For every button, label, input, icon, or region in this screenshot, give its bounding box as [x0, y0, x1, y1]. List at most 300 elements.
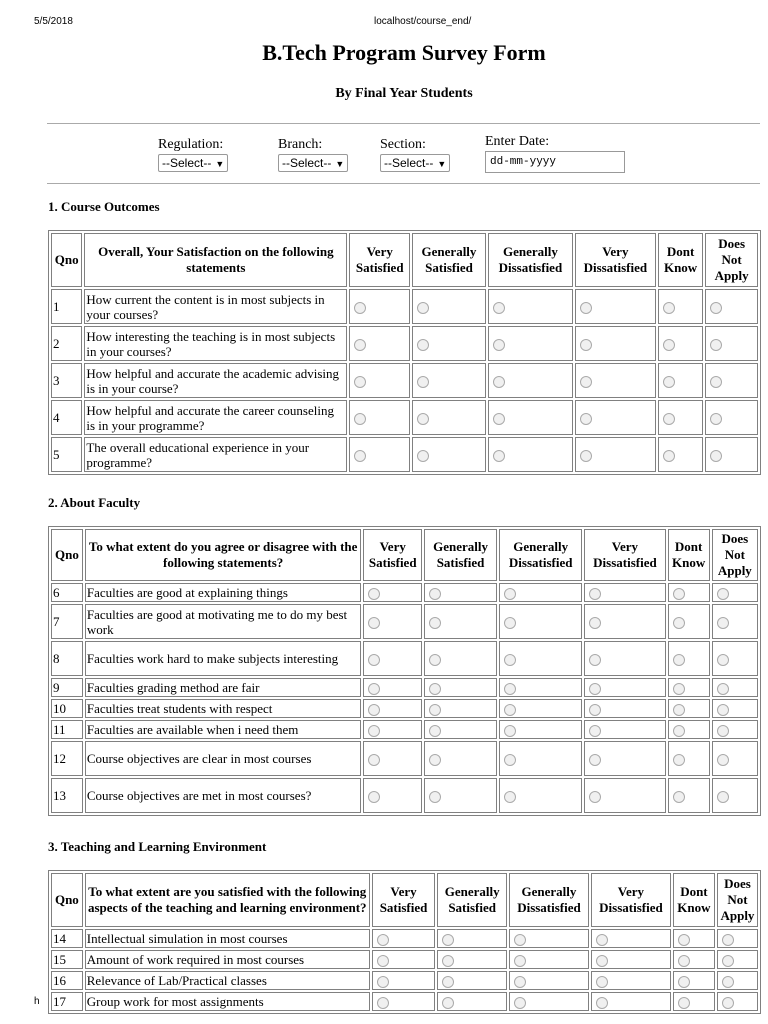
rating-cell	[412, 400, 486, 435]
rating-cell	[349, 400, 410, 435]
rating-radio[interactable]	[429, 754, 441, 766]
question-text: Faculties treat students with respect	[85, 699, 362, 718]
branch-select[interactable]	[278, 154, 348, 172]
rating-cell	[363, 641, 422, 676]
question-text: Faculties are good at explaining things	[85, 583, 362, 602]
rating-cell	[424, 678, 497, 697]
rating-radio[interactable]	[710, 450, 722, 462]
rating-cell	[424, 699, 497, 718]
rating-header: Generally Dissatisfied	[499, 529, 582, 581]
rating-cell	[349, 363, 410, 398]
rating-header: Very Dissatisfied	[575, 233, 656, 287]
rating-cell	[705, 326, 758, 361]
rating-radio[interactable]	[663, 413, 675, 425]
rating-header: Dont Know	[658, 233, 704, 287]
rating-cell	[705, 289, 758, 324]
rating-cell	[412, 326, 486, 361]
question-number: 12	[51, 741, 83, 776]
rating-radio[interactable]	[710, 339, 722, 351]
rating-radio[interactable]	[504, 654, 516, 666]
rating-header: Does Not Apply	[712, 529, 758, 581]
rating-radio[interactable]	[504, 588, 516, 600]
rating-cell	[668, 720, 710, 739]
question-number: 10	[51, 699, 83, 718]
rating-radio[interactable]	[580, 302, 592, 314]
rating-header: Does Not Apply	[717, 873, 758, 927]
rating-cell	[412, 289, 486, 324]
rating-radio[interactable]	[514, 934, 526, 946]
print-date: 5/5/2018	[34, 16, 73, 27]
rating-radio[interactable]	[673, 725, 685, 737]
rating-radio[interactable]	[722, 934, 734, 946]
question-text: How current the content is in most subjects in your courses?	[84, 289, 347, 324]
question-row	[51, 929, 758, 948]
question-text: Course objectives are clear in most courses	[85, 741, 362, 776]
rating-cell	[349, 437, 410, 472]
rating-radio[interactable]	[514, 976, 526, 988]
date-input[interactable]: dd-mm-yyyy	[485, 151, 625, 173]
rating-radio[interactable]	[493, 450, 505, 462]
rating-cell	[668, 678, 710, 697]
rating-radio[interactable]	[722, 955, 734, 967]
rating-radio[interactable]	[589, 617, 601, 629]
rating-cell	[712, 583, 758, 602]
question-text: Course objectives are met in most courses?	[85, 778, 362, 813]
question-row	[51, 363, 758, 398]
rating-cell	[668, 641, 710, 676]
rating-cell	[712, 678, 758, 697]
rating-radio[interactable]	[678, 955, 690, 967]
rating-cell	[673, 950, 715, 969]
rating-radio[interactable]	[493, 413, 505, 425]
rating-cell	[591, 992, 671, 1011]
rating-radio[interactable]	[673, 654, 685, 666]
rating-radio[interactable]	[417, 339, 429, 351]
rating-cell	[372, 950, 436, 969]
question-row	[51, 583, 758, 602]
rating-cell	[668, 778, 710, 813]
rating-cell	[363, 699, 422, 718]
rating-cell	[584, 583, 665, 602]
rating-radio[interactable]	[429, 588, 441, 600]
rating-radio[interactable]	[717, 704, 729, 716]
rating-cell	[584, 699, 665, 718]
section-select[interactable]	[380, 154, 450, 172]
rating-radio[interactable]	[717, 617, 729, 629]
rating-cell	[668, 583, 710, 602]
rating-cell	[488, 400, 573, 435]
rating-radio[interactable]	[504, 754, 516, 766]
rating-radio[interactable]	[673, 683, 685, 695]
question-row	[51, 971, 758, 990]
rating-cell	[424, 604, 497, 639]
question-number: 13	[51, 778, 83, 813]
rating-radio[interactable]	[368, 704, 380, 716]
rating-radio[interactable]	[429, 791, 441, 803]
rating-radio[interactable]	[493, 339, 505, 351]
rating-radio[interactable]	[417, 413, 429, 425]
rating-radio[interactable]	[589, 588, 601, 600]
rating-radio[interactable]	[717, 754, 729, 766]
rating-header: Generally Dissatisfied	[488, 233, 573, 287]
section-title: 2. About Faculty	[48, 495, 141, 510]
rating-radio[interactable]	[589, 754, 601, 766]
rating-cell	[584, 778, 665, 813]
rating-radio[interactable]	[673, 588, 685, 600]
rating-cell	[668, 741, 710, 776]
rating-radio[interactable]	[663, 302, 675, 314]
rating-cell	[509, 992, 589, 1011]
rating-radio[interactable]	[596, 955, 608, 967]
rating-header: Dont Know	[668, 529, 710, 581]
rating-cell	[658, 289, 704, 324]
rating-cell	[717, 929, 758, 948]
rating-radio[interactable]	[580, 450, 592, 462]
question-header: To what extent are you satisfied with the following aspects of the teaching and learning environment?	[85, 873, 370, 927]
rating-cell	[488, 326, 573, 361]
rating-cell	[658, 363, 704, 398]
question-number: 9	[51, 678, 83, 697]
rating-cell	[712, 641, 758, 676]
rating-cell	[363, 720, 422, 739]
question-text: How helpful and accurate the career counseling is in your programme?	[84, 400, 347, 435]
header-row	[51, 233, 758, 287]
rating-radio[interactable]	[354, 413, 366, 425]
rating-header: Generally Satisfied	[424, 529, 497, 581]
rating-radio[interactable]	[589, 683, 601, 695]
question-number: 2	[51, 326, 82, 361]
question-header: To what extent do you agree or disagree with the following statements?	[85, 529, 362, 581]
question-number: 1	[51, 289, 82, 324]
rating-radio[interactable]	[663, 376, 675, 388]
rating-radio[interactable]	[442, 955, 454, 967]
date-label: Enter Date:	[485, 134, 550, 149]
rating-cell	[349, 289, 410, 324]
rating-cell	[591, 929, 671, 948]
rating-cell	[717, 950, 758, 969]
question-number: 17	[51, 992, 83, 1011]
rating-radio[interactable]	[717, 791, 729, 803]
rating-radio[interactable]	[678, 976, 690, 988]
question-number: 7	[51, 604, 83, 639]
rating-radio[interactable]	[368, 683, 380, 695]
rating-radio[interactable]	[710, 302, 722, 314]
rating-cell	[658, 400, 704, 435]
rating-cell	[584, 604, 665, 639]
rating-cell	[584, 720, 665, 739]
rating-radio[interactable]	[580, 376, 592, 388]
section-title: 1. Course Outcomes	[48, 199, 160, 214]
rating-cell	[712, 699, 758, 718]
rating-radio[interactable]	[589, 704, 601, 716]
rating-radio[interactable]	[429, 725, 441, 737]
rating-radio[interactable]	[504, 791, 516, 803]
question-text: Faculties are available when i need them	[85, 720, 362, 739]
regulation-select-value: --Select--	[162, 156, 212, 170]
rating-cell	[363, 604, 422, 639]
rating-cell	[499, 778, 582, 813]
rating-radio[interactable]	[368, 588, 380, 600]
rating-radio[interactable]	[673, 754, 685, 766]
regulation-field	[158, 137, 228, 172]
rating-cell	[575, 289, 656, 324]
rating-cell	[499, 720, 582, 739]
footer-fragment: h	[34, 996, 40, 1007]
rating-header: Does Not Apply	[705, 233, 758, 287]
question-row	[51, 778, 758, 813]
rating-radio[interactable]	[710, 413, 722, 425]
rating-radio[interactable]	[514, 997, 526, 1009]
rating-radio[interactable]	[493, 376, 505, 388]
question-text: Amount of work required in most courses	[85, 950, 370, 969]
question-text: The overall educational experience in your programme?	[84, 437, 347, 472]
rating-cell	[488, 289, 573, 324]
rating-cell	[488, 363, 573, 398]
print-url: localhost/course_end/	[374, 16, 472, 27]
rating-radio[interactable]	[429, 617, 441, 629]
regulation-select[interactable]	[158, 154, 228, 172]
rating-cell	[717, 971, 758, 990]
chevron-down-icon: ▼	[215, 159, 225, 169]
rating-radio[interactable]	[368, 754, 380, 766]
rating-cell	[705, 400, 758, 435]
rating-radio[interactable]	[504, 725, 516, 737]
rating-radio[interactable]	[596, 976, 608, 988]
rating-cell	[673, 971, 715, 990]
question-text: Group work for most assignments	[85, 992, 370, 1011]
rating-radio[interactable]	[504, 683, 516, 695]
page-subtitle: By Final Year Students	[335, 86, 473, 101]
rating-cell	[499, 699, 582, 718]
rating-cell	[673, 929, 715, 948]
rating-cell	[575, 326, 656, 361]
rating-radio[interactable]	[710, 376, 722, 388]
rating-cell	[584, 641, 665, 676]
question-number: 6	[51, 583, 83, 602]
question-text: Faculties are good at motivating me to do my best work	[85, 604, 362, 639]
survey-table-about-faculty	[48, 526, 761, 816]
rating-radio[interactable]	[589, 654, 601, 666]
rating-radio[interactable]	[596, 997, 608, 1009]
rating-cell	[412, 363, 486, 398]
rating-radio[interactable]	[589, 725, 601, 737]
rating-radio[interactable]	[377, 955, 389, 967]
rating-cell	[412, 437, 486, 472]
rating-header: Very Satisfied	[372, 873, 436, 927]
survey-table-teaching-environment	[48, 870, 761, 1014]
regulation-label: Regulation:	[158, 137, 224, 152]
rating-radio[interactable]	[442, 976, 454, 988]
rating-cell	[372, 971, 436, 990]
survey-table-course-outcomes	[48, 230, 761, 475]
question-text: Relevance of Lab/Practical classes	[85, 971, 370, 990]
rating-radio[interactable]	[580, 413, 592, 425]
rating-cell	[668, 699, 710, 718]
rating-radio[interactable]	[673, 617, 685, 629]
question-row	[51, 326, 758, 361]
rating-cell	[705, 437, 758, 472]
section-label: Section:	[380, 137, 426, 152]
rating-radio[interactable]	[589, 791, 601, 803]
question-row	[51, 400, 758, 435]
rating-header: Very Dissatisfied	[591, 873, 671, 927]
section-field	[380, 137, 450, 172]
rating-cell	[717, 992, 758, 1011]
rating-radio[interactable]	[717, 654, 729, 666]
rating-cell	[591, 971, 671, 990]
rating-cell	[712, 604, 758, 639]
rating-cell	[349, 326, 410, 361]
section-select-value: --Select--	[384, 156, 434, 170]
rating-cell	[673, 992, 715, 1011]
rating-cell	[509, 929, 589, 948]
rating-radio[interactable]	[493, 302, 505, 314]
rating-radio[interactable]	[354, 450, 366, 462]
rating-radio[interactable]	[504, 617, 516, 629]
rating-cell	[437, 950, 507, 969]
rating-radio[interactable]	[678, 997, 690, 1009]
question-row	[51, 992, 758, 1011]
question-number: 15	[51, 950, 83, 969]
rating-cell	[437, 929, 507, 948]
rating-radio[interactable]	[442, 997, 454, 1009]
rating-cell	[372, 992, 436, 1011]
rating-radio[interactable]	[722, 976, 734, 988]
rating-cell	[424, 778, 497, 813]
rating-cell	[584, 741, 665, 776]
date-field	[485, 134, 625, 173]
rating-cell	[584, 678, 665, 697]
question-row	[51, 604, 758, 639]
rating-header: Generally Dissatisfied	[509, 873, 589, 927]
rating-radio[interactable]	[580, 339, 592, 351]
rating-radio[interactable]	[354, 339, 366, 351]
rating-cell	[575, 400, 656, 435]
question-number: 5	[51, 437, 82, 472]
qno-header: Qno	[51, 529, 83, 581]
rating-radio[interactable]	[354, 376, 366, 388]
rating-cell	[499, 678, 582, 697]
rating-radio[interactable]	[368, 654, 380, 666]
question-number: 11	[51, 720, 83, 739]
rating-header: Very Dissatisfied	[584, 529, 665, 581]
rating-cell	[424, 641, 497, 676]
rating-cell	[363, 741, 422, 776]
question-text: How helpful and accurate the academic advising is in your course?	[84, 363, 347, 398]
question-text: Faculties work hard to make subjects interesting	[85, 641, 362, 676]
branch-select-value: --Select--	[282, 156, 332, 170]
rating-cell	[712, 778, 758, 813]
rating-cell	[363, 778, 422, 813]
rating-radio[interactable]	[417, 302, 429, 314]
rating-radio[interactable]	[663, 339, 675, 351]
rating-radio[interactable]	[377, 934, 389, 946]
rating-header: Generally Satisfied	[412, 233, 486, 287]
rating-cell	[499, 741, 582, 776]
rating-radio[interactable]	[377, 976, 389, 988]
divider-top	[47, 123, 760, 124]
rating-cell	[591, 950, 671, 969]
rating-cell	[437, 992, 507, 1011]
rating-cell	[372, 929, 436, 948]
rating-radio[interactable]	[368, 791, 380, 803]
question-text: Faculties grading method are fair	[85, 678, 362, 697]
rating-radio[interactable]	[596, 934, 608, 946]
rating-cell	[424, 583, 497, 602]
rating-cell	[712, 741, 758, 776]
branch-field	[278, 137, 348, 172]
rating-radio[interactable]	[429, 704, 441, 716]
rating-radio[interactable]	[663, 450, 675, 462]
branch-label: Branch:	[278, 137, 323, 152]
question-number: 8	[51, 641, 83, 676]
rating-radio[interactable]	[377, 997, 389, 1009]
question-row	[51, 641, 758, 676]
rating-cell	[488, 437, 573, 472]
rating-radio[interactable]	[514, 955, 526, 967]
rating-cell	[575, 437, 656, 472]
rating-cell	[668, 604, 710, 639]
question-text: Intellectual simulation in most courses	[85, 929, 370, 948]
question-number: 14	[51, 929, 83, 948]
rating-cell	[424, 720, 497, 739]
rating-radio[interactable]	[368, 725, 380, 737]
question-number: 3	[51, 363, 82, 398]
rating-cell	[499, 604, 582, 639]
question-row	[51, 720, 758, 739]
rating-cell	[658, 437, 704, 472]
header-row	[51, 873, 758, 927]
rating-radio[interactable]	[717, 588, 729, 600]
rating-cell	[575, 363, 656, 398]
rating-radio[interactable]	[368, 617, 380, 629]
question-row	[51, 741, 758, 776]
rating-radio[interactable]	[673, 791, 685, 803]
rating-cell	[658, 326, 704, 361]
rating-cell	[712, 720, 758, 739]
rating-radio[interactable]	[417, 376, 429, 388]
rating-radio[interactable]	[429, 683, 441, 695]
rating-radio[interactable]	[722, 997, 734, 1009]
rating-radio[interactable]	[673, 704, 685, 716]
rating-radio[interactable]	[442, 934, 454, 946]
question-header: Overall, Your Satisfaction on the following statements	[84, 233, 347, 287]
header-row	[51, 529, 758, 581]
question-number: 4	[51, 400, 82, 435]
question-row	[51, 950, 758, 969]
rating-cell	[363, 583, 422, 602]
rating-header: Very Satisfied	[349, 233, 410, 287]
section-title: 3. Teaching and Learning Environment	[48, 839, 267, 854]
rating-radio[interactable]	[429, 654, 441, 666]
rating-radio[interactable]	[354, 302, 366, 314]
rating-radio[interactable]	[717, 683, 729, 695]
rating-radio[interactable]	[504, 704, 516, 716]
rating-radio[interactable]	[678, 934, 690, 946]
rating-radio[interactable]	[717, 725, 729, 737]
rating-radio[interactable]	[417, 450, 429, 462]
page-title: B.Tech Program Survey Form	[262, 40, 546, 65]
qno-header: Qno	[51, 233, 82, 287]
rating-cell	[509, 950, 589, 969]
question-row	[51, 289, 758, 324]
chevron-down-icon: ▼	[437, 159, 447, 169]
rating-cell	[363, 678, 422, 697]
question-number: 16	[51, 971, 83, 990]
rating-cell	[705, 363, 758, 398]
rating-cell	[499, 583, 582, 602]
question-text: How interesting the teaching is in most subjects in your courses?	[84, 326, 347, 361]
